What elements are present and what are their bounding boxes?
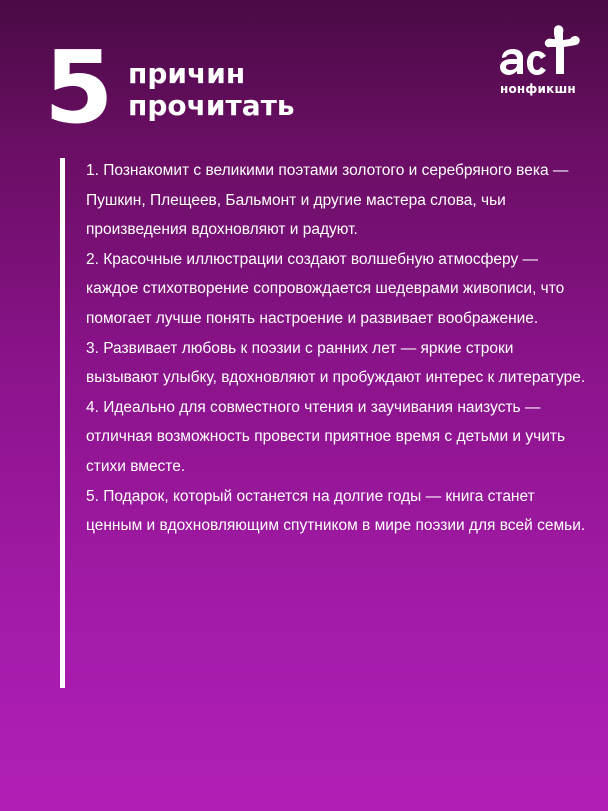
- headline-line-2: прочитать: [128, 89, 295, 122]
- headline-line-1: причин: [128, 57, 246, 90]
- big-number-5: 5: [44, 29, 112, 146]
- reason-item: 3. Развивает любовь к поэзии с ранних лет — яркие строки вызывают улыбку, вдохновляют и пробуждают интерес к литературе.: [86, 339, 586, 387]
- reason-item: 2. Красочные иллюстрации создают волшебную атмосферу — каждое стихотворение сопровождается шедеврами живописи, что помогает лучше понять настроение и развивает воображение.: [86, 250, 565, 327]
- reasons-list: [86, 156, 586, 541]
- vertical-divider: [60, 158, 65, 688]
- ast-logo-mark: [496, 22, 588, 84]
- logo-imprint-text: нонфикшн: [500, 82, 576, 96]
- reason-item: 5. Подарок, который останется на долгие годы — книга станет ценным и вдохновляющим спутником в мире поэзии для всей семьи.: [86, 487, 586, 535]
- headline: [128, 58, 295, 122]
- ast-nonfiction-logo: [496, 22, 588, 102]
- reason-item: 4. Идеально для совместного чтения и заучивания наизусть — отличная возможность провести приятное время с детьми и учить стихи вместе.: [86, 398, 566, 475]
- reason-item: 1. Познакомит с великими поэтами золотого и серебряного века — Пушкин, Плещеев, Бальмонт и другие мастера слова, чьи произведения вдохновляют и радуют.: [86, 162, 569, 239]
